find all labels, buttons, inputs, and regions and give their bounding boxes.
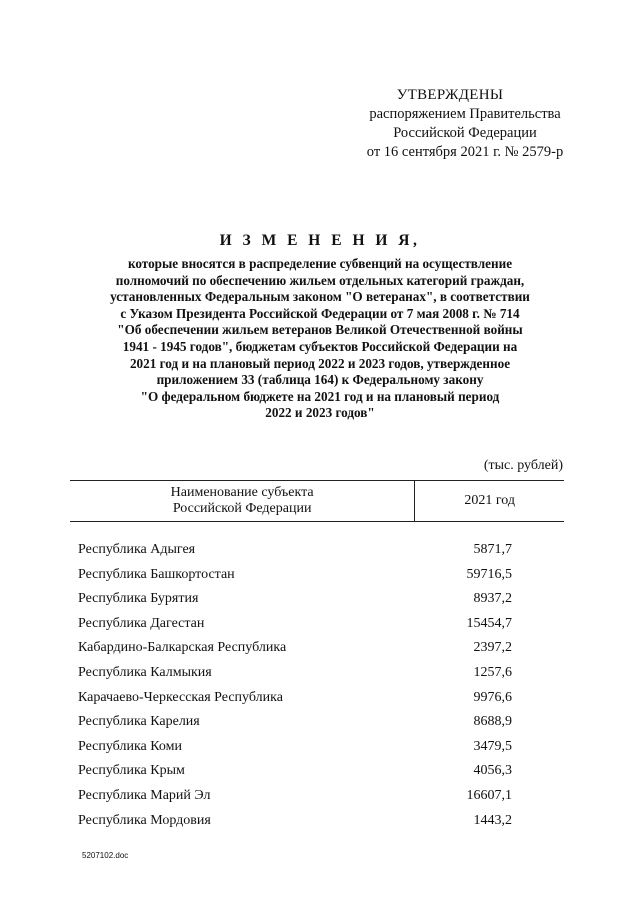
region-value: 2397,2 <box>473 640 512 656</box>
heading-line: полномочий по обеспечению жильем отдельных категорий граждан, <box>115 272 525 288</box>
approval-line-1: распоряжением Правительства <box>369 106 561 122</box>
heading-line: с Указом Президента Российской Федерации от 7 мая 2008 г. № 714 <box>120 305 520 321</box>
table-row <box>70 809 564 834</box>
region-value: 4056,3 <box>473 763 512 779</box>
region-name: Республика Мордовия <box>78 812 211 828</box>
heading-line: приложением 33 (таблица 164) к Федеральному закону <box>156 372 484 388</box>
table-row <box>70 636 564 661</box>
table-row <box>70 661 564 686</box>
table-spacer <box>70 522 564 539</box>
table-header-row <box>70 481 564 522</box>
region-name: Республика Дагестан <box>78 615 205 631</box>
table-row <box>70 612 564 637</box>
heading-line: 2022 и 2023 годов" <box>265 405 375 421</box>
heading-line: установленных Федеральным законом "О ветеранах", в соответствии <box>110 289 530 305</box>
table-row <box>70 538 564 563</box>
subsidy-table <box>70 480 564 833</box>
approval-block <box>330 86 570 162</box>
heading-line: "О федеральном бюджете на 2021 год и на плановый период <box>140 388 500 404</box>
region-name: Республика Крым <box>78 763 185 779</box>
region-name: Кабардино-Балкарская Республика <box>78 640 287 656</box>
document-heading <box>70 232 570 422</box>
region-value: 15454,7 <box>466 615 512 631</box>
region-name: Республика Карелия <box>78 714 200 730</box>
column-header-year: 2021 год <box>415 481 564 522</box>
heading-line: 1941 - 1945 годов", бюджетам субъектов Российской Федерации на <box>122 338 518 354</box>
approval-line-2: Российской Федерации <box>393 125 537 141</box>
region-value: 1257,6 <box>473 664 512 680</box>
column-header-region-line-2: Российской Федерации <box>172 501 312 516</box>
region-value: 5871,7 <box>473 542 512 557</box>
region-name: Карачаево-Черкесская Республика <box>78 689 283 705</box>
heading-line: 2021 год и на плановый период 2022 и 2023 годов, утвержденное <box>129 355 511 371</box>
region-value: 3479,5 <box>473 738 512 754</box>
region-value: 16607,1 <box>466 787 512 803</box>
approval-title: УТВЕРЖДЕНЫ <box>396 87 504 103</box>
heading-title: И З М Е Н Е Н И Я, <box>219 232 421 249</box>
region-name: Республика Марий Эл <box>78 787 211 803</box>
table-row <box>70 563 564 588</box>
region-value: 59716,5 <box>466 566 512 582</box>
heading-line: "Об обеспечении жильем ветеранов Великой Отечественной войны <box>117 322 523 338</box>
heading-line: которые вносятся в распределение субвенций на осуществление <box>127 256 513 271</box>
approval-line-3: от 16 сентября 2021 г. № 2579-р <box>366 144 564 160</box>
region-name: Республика Бурятия <box>78 591 199 607</box>
region-value: 8688,9 <box>473 714 512 730</box>
table-row <box>70 784 564 809</box>
region-name: Республика Адыгея <box>78 542 196 557</box>
region-name: Республика Башкортостан <box>78 566 235 582</box>
region-value: 8937,2 <box>473 591 512 607</box>
table-row <box>70 759 564 784</box>
table-row <box>70 587 564 612</box>
footer-filename: 5207102.doc <box>82 851 129 860</box>
region-name: Республика Коми <box>78 738 182 754</box>
region-value: 1443,2 <box>473 812 512 828</box>
column-header-region-line-1: Наименование субъекта <box>170 485 314 500</box>
spacer-cell <box>70 522 564 539</box>
table-row <box>70 686 564 711</box>
unit-label: (тыс. рублей) <box>483 458 563 473</box>
table-row <box>70 710 564 735</box>
region-value: 9976,6 <box>473 689 512 705</box>
column-header-region <box>70 481 415 522</box>
table-row <box>70 735 564 760</box>
region-name: Республика Калмыкия <box>78 664 212 680</box>
